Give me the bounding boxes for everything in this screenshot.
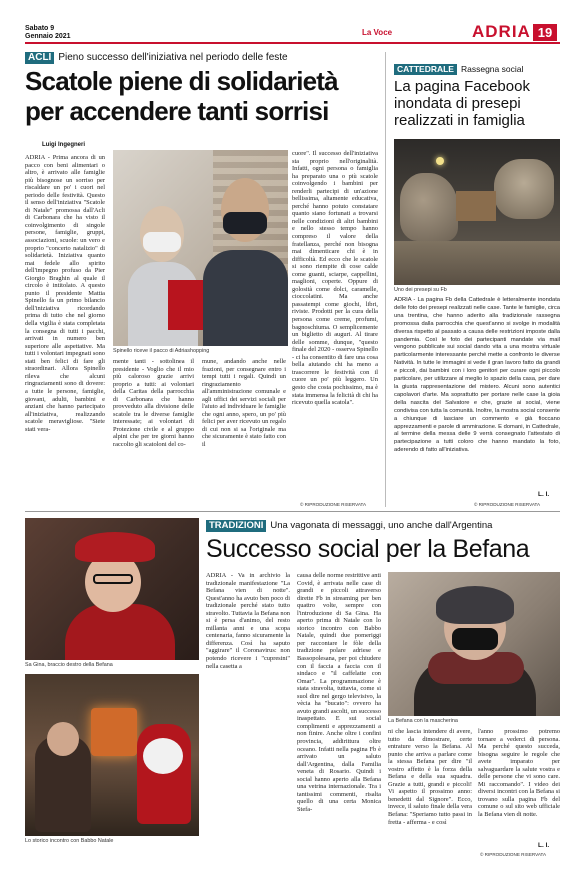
- main-subhead-row: [25, 52, 288, 64]
- person-left-mask: [143, 232, 181, 252]
- befana-repro: © RIPRODUZIONE RISERVATA: [480, 852, 547, 857]
- main-col-4: cuore". Il successo dell'iniziativa sta proprio nell'originalità. Infatti, ogni persona o famiglia ha preparato una o più scatole coinvolgendo i bambini per renderli partecipi di un'azione bellissima, altamente educativa, perché hanno potuto constatare quanto siano fortunati a trovarsi nelle condizioni di altri bambini e nello stesso tempo hanno compreso il valore della fratellanza, perché non bisogna mai dimenticare chi è in difficoltà. Ed ecco che le scatole si sono riempite di cose calde come guanti, sciarpe, cappellini, maglioni, coperte. Oppure di golosità come dolci, caramelle, cioccolatini. Ma anche passatempi come giochi, libri, riviste. Prodotti per la cura della persona come creme, profumi, bagnoschiuma. O semplicemente un biglietto di auguri. Al tirare delle somme, dunque, "questo finale del 2020 - osserva Spinello - ci ha consentito di fare una cosa bella aiutando chi ha meno a trascorrere le festività con il cuore un po' più leggero. Un gesto che costa pochissimo, ma è stata immensa la felicità di chi ha ricevuto quella scatola".: [292, 150, 378, 407]
- main-repro: © RIPRODUZIONE RISERVATA: [300, 502, 367, 507]
- page-number: 19: [533, 24, 557, 41]
- cathedral-body: ADRIA - La pagina Fb della Cattedrale è letteralmente inondata delle foto dei presepi realizzati nelle case. Tante le famiglie, circa una trentina, che hanno aderito alla tradizionale rassegna promossa dalla parrocchia che quest'anno si svolge in modalità diversa rispetto al passato a causa delle restrizioni imposte dalla pandemia. Così le foto dei partecipanti mandate via mail vengono pubblicate sui social dando vita a una mostra virtuale particolarmente interessante perché mette a confronto le diverse Natività. In tutte le immagini si vede il gran lavoro fatto da grandi e piccoli, dai bambini con i loro genitori per curare ogni piccolo particolare, per utilizzare al meglio lo spazio della casa, per dare la giusta rappresentazione del mistero. Alcuni sono autentici capolavori d'arte. Ma soprattutto per portare nelle case la gioia della nascita del Salvatore e che, grazie ai social, viene condivisa con tutta la comunità. Inoltre, la mostra social consente a chiunque di lasciare un commento e già fioccano apprezzamenti e parole di ammirazione. E domani, in Cattedrale, al termine della messa delle 9 verrà consegnato l'attestato di partecipazione a tutti coloro che hanno mandato la foto, aderendo di fatto all'iniziativa.: [394, 297, 560, 454]
- cathedral-divider: [385, 52, 386, 507]
- photo-spinello: [113, 150, 288, 346]
- main-headline-line1: Scatole piene di solidarietà: [25, 66, 338, 96]
- presepe-hut: [456, 191, 496, 221]
- kicker-acli: ACLI: [25, 52, 54, 64]
- cathedral-headline: [394, 78, 560, 129]
- region-title: ADRIA: [472, 22, 531, 41]
- date-weekday: Sabato 9: [25, 25, 55, 32]
- masthead-rule: [25, 42, 560, 44]
- issue-date: [25, 25, 71, 41]
- cathedral-repro: © RIPRODUZIONE RISERVATA: [474, 502, 541, 507]
- photo-befana-mascherina: [388, 572, 560, 716]
- main-col-2: mente tanti - sottolinea il presidente - Voglio che il mio più caloroso grazie arrivi proprio a tutti: ai volontari della Caritas della parrocchia di Carbonara che hanno provveduto alla divisione delle scatole tra le diverse famiglie interessate; ai volontari di Protezione civile e al gruppo alpini che per tre giorni hanno raccolto gli scatoloni del co-: [113, 358, 194, 449]
- cathedral-subhead-row: [394, 64, 523, 75]
- caption-spinello: Spinello riceve il pacco di Adriashopping: [113, 348, 210, 354]
- person-right-body: [203, 250, 288, 346]
- main-col-1: ADRIA - Prima ancora di un pacco con beni alimentari o altro, è arrivato alle famiglie più bisognose un sorriso per riscaldare un po' i cuori nel periodo delle festività. Questo il senso dell'iniziativa "Scatole di Natale" promossa dall'Acli di Carbonara che ha visto il coinvolgimento di singole persone, famiglie, gruppi, associazioni, scuole: un vero e proprio "concerto natalizio" di solidarietà. Iniziativa quanto mai fedele allo spirito dell'impegno profuso da Pier Giorgio Braghin al quale il circolo è intitolato. A questo punto il presidente Mattia Spinello fa un primo bilancio dell'iniziativa ricordando prima di tutto che nel giorno della vigilia è stata completata la consegna di tutti i pacchi, arrivati in numero ben superiore alle aspettative. Ma tutti i volontari impegnati sono stati ben felici di fare gli straordinari. Allora Spinello rileva che alcuni ringraziamenti sono di dovere: a tutte le persone, famiglie, giovani, adulti, bambini e anziani che hanno partecipato all'iniziativa, realizzando scatole meravigliose. "Siete stati vera-: [25, 154, 105, 433]
- date-month-year: Gennaio 2021: [25, 33, 71, 40]
- sa-gina-glasses: [93, 574, 133, 584]
- babbo-natale-beard: [143, 738, 183, 774]
- kicker-cattedrale: CATTEDRALE: [394, 64, 457, 75]
- befana-signature: L. I.: [538, 842, 550, 849]
- photo-presepe: [394, 139, 560, 285]
- section-label: La Voce: [362, 28, 393, 37]
- cathedral-subhead: Rassegna social: [460, 64, 524, 74]
- gift-box: [168, 280, 208, 330]
- presepe-light: [436, 157, 444, 165]
- befana-col-2: causa delle norme restrittive anti Covid, è arrivata nelle case di grandi e piccoli attraverso dirette Fb in streaming per ben quattro volte, sempre con l'introduzione di Sa Gina. Ha aperto prima di Natale con lo storico incontro con Babbo Natale, quindi due pomeriggi per raccontare le fòle della tradizione polare adriese e Bassopolesana, per poi chiudere con il faccia a faccia con il sindaco e "il caffelatte con Omar". La programmazione è stata stravolta, tuttavia, come si suol dire nel gergo televisivo, la vècia ha "bucato": ovvero ha avuto grandi ascolti, un successo inaspettato. E sui social complimenti e apprezzamenti a non finire. Anche oltre i confini provincia, addirittura oltre oceano. Infatti nella pagina Fb è arrivato un saluto dall'Argentina, dalla Familia veneta di Rosario. Quindi i social hanno aperto alla Befana una vetrina internazionale. Tra i tantissimi commenti, risalta quello di una certa Monica Stefa-: [297, 572, 381, 813]
- photo-babbo-natale: [25, 674, 199, 836]
- befana-col-3: ni che lascia intendere di avere, tutto da dimostrare, certe entrature verso la Befana. Al punto che arriva a parlare come la stessa Befana per dire "il vostro affetto è la forza della Befana e della sua squadra. Grazie a tutti, grandi e piccoli! Vi aspetto il prossimo anno: benedetti dal Signore". Ecco, invece, il saluto finale della vera Befana: "Speriamo tutto passi in fretta - afferma - e così: [388, 728, 472, 826]
- sa-gina-body: [65, 604, 175, 660]
- befana-headline: Successo social per la Befana: [206, 535, 530, 563]
- befana-col-4: l'anno prossimo potremo tornare a vederci di persona. Ma perché questo succeda, bisogna seguire le regole che avete imparato per salvaguardare la salute vostra e delle persone che vi sono care. Mi raccomando". I video dei diversi incontri con la Befana si trovano sulla pagina Fb del comune o sul sito web ufficiale la Befana vien di notte.: [478, 728, 560, 819]
- main-headline: [25, 66, 385, 126]
- masthead: [0, 0, 580, 42]
- main-byline: Luigi Ingegneri: [42, 142, 85, 148]
- cathedral-signature: L. I.: [538, 491, 550, 498]
- presepe-rocks-left: [400, 173, 458, 241]
- presepe-ground: [394, 241, 560, 285]
- cathedral-headline-line2: inondata di presepi: [394, 95, 521, 112]
- sa-gina-hat: [75, 532, 155, 562]
- befana-mask-headscarf: [436, 586, 514, 624]
- kicker-tradizioni: TRADIZIONI: [206, 520, 266, 532]
- befana-head: [47, 722, 79, 756]
- person-right-mask: [223, 212, 267, 234]
- main-headline-line2: per accendere tanti sorrisi: [25, 96, 329, 126]
- caption-befana-mascherina: La Befana con la mascherina: [388, 718, 458, 724]
- cathedral-headline-line1: La pagina Facebook: [394, 78, 530, 95]
- main-subhead: Pieno successo dell'iniziativa nel periodo delle feste: [58, 52, 288, 63]
- caption-babbo-natale: Lo storico incontro con Babbo Natale: [25, 838, 114, 844]
- befana-col-1: ADRIA - Va in archivio la tradizionale manifestazione "La Befana vien di notte". Quest'anno ha avuto ben poco di tradizionale perché stato tutto stravolto. Tuttavia la Befana non si è persa d'animo, del resto millanta anni e una scopa centenaria, fanno sicuramente la differenza. Così ha saputo "aggirare" il Coronavirus: non potendo ricevere i "cupresini" nella casetta a: [206, 572, 290, 670]
- caption-presepe: Uno dei presepi su Fb: [394, 287, 447, 293]
- main-col-3: mune, andando anche nelle frazioni, per consegnare entro i tempi tutti i regali. Quindi un ringraziamento all'amministrazione comunale e agli uffici dei servizi sociali per l'aiuto ad individuare le famiglie che ogni anno, spero, un po' più felici per aver ricevuto un regalo di cui non si sa l'originale ma che sicuramente è stato fatto con il: [202, 358, 286, 449]
- presepe-rocks-right: [494, 159, 554, 219]
- section-separator: [25, 511, 560, 512]
- befana-mask-facemask: [452, 628, 498, 650]
- cathedral-headline-line3: realizzati in famiglia: [394, 112, 525, 129]
- caption-sa-gina: Sa Gina, braccio destro della Befana: [25, 662, 113, 668]
- befana-subhead: Una vagonata di messaggi, uno anche dall'Argentina: [270, 520, 493, 531]
- fireplace: [91, 708, 137, 756]
- befana-subhead-row: [206, 520, 492, 532]
- photo-sa-gina: [25, 518, 199, 660]
